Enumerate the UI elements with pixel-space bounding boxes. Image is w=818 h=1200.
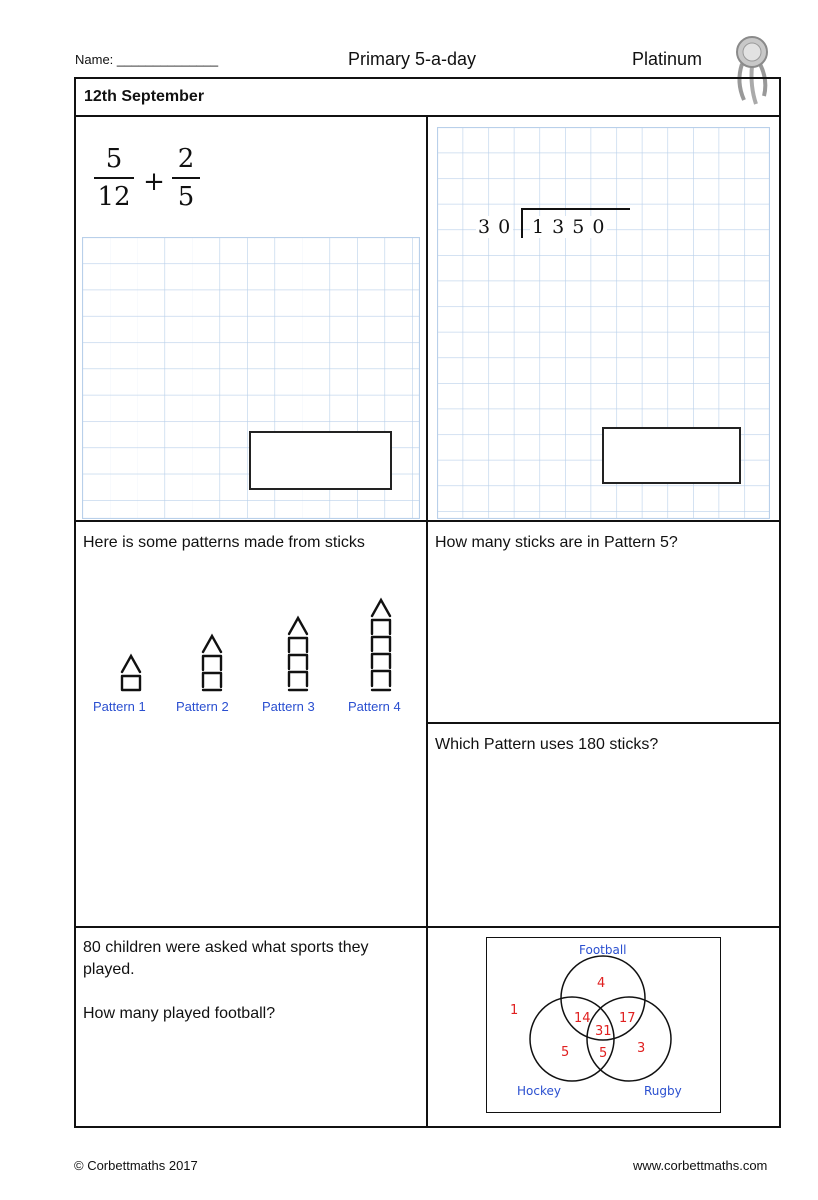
pattern-prompt: Here is some patterns made from sticks (83, 534, 365, 551)
spacer (83, 981, 418, 1003)
copyright-notice: © Corbettmaths 2017 (74, 1158, 198, 1173)
pattern-2-figure (203, 636, 221, 690)
dividend: 1 3 5 0 (532, 216, 606, 238)
venn-value-hockey-only: 5 (561, 1045, 570, 1060)
pattern-label: Pattern 4 (348, 699, 401, 714)
website-link[interactable]: www.corbettmaths.com (633, 1158, 768, 1173)
venn-value-football-hockey: 14 (574, 1011, 591, 1026)
fraction-bar (172, 177, 200, 179)
pattern-label: Pattern 1 (93, 699, 146, 714)
date-heading: 12th September (84, 88, 205, 105)
question-pattern-5: How many sticks are in Pattern 5? (435, 534, 678, 551)
answer-box-q2[interactable] (602, 427, 741, 484)
division-bracket (521, 208, 523, 238)
divider (74, 926, 781, 928)
venn-question-line2: played. (83, 961, 135, 978)
venn-value-all-three: 31 (595, 1024, 612, 1039)
divider (426, 115, 428, 1128)
pattern-label: Pattern 3 (262, 699, 315, 714)
answer-box-q1[interactable] (249, 431, 392, 490)
worksheet-title: Primary 5-a-day (348, 49, 477, 69)
fraction-a-denominator: 12 (97, 182, 131, 212)
set-label-football: Football (579, 943, 627, 957)
name-field-label: Name: ______________ (75, 52, 219, 67)
venn-value-rugby-only: 3 (637, 1041, 646, 1056)
venn-question-line1: 80 children were asked what sports they (83, 939, 369, 956)
venn-value-outside: 1 (510, 1003, 519, 1018)
set-label-rugby: Rugby (644, 1084, 682, 1098)
pattern-1-figure (122, 656, 140, 690)
divider (427, 722, 781, 724)
venn-question-ask: How many played football? (83, 1005, 276, 1022)
fraction-a (94, 144, 134, 212)
division-bar (521, 208, 630, 210)
fraction-bar (94, 177, 134, 179)
divider (74, 520, 781, 522)
venn-diagram (486, 937, 721, 1113)
pattern-label: Pattern 2 (176, 699, 229, 714)
venn-value-football-only: 4 (597, 976, 606, 991)
venn-value-hockey-rugby: 5 (599, 1046, 608, 1061)
fraction-b (172, 144, 200, 212)
pattern-4-figure (372, 600, 390, 690)
difficulty-level: Platinum (632, 49, 703, 69)
fraction-a-numerator: 5 (105, 144, 123, 174)
venn-question (83, 937, 418, 1025)
pattern-3-figure (289, 618, 307, 690)
venn-value-football-rugby: 17 (619, 1011, 636, 1026)
plus-operator: + (143, 167, 165, 197)
set-label-hockey: Hockey (517, 1084, 561, 1098)
divisor: 3 0 (478, 216, 512, 238)
fraction-b-denominator: 5 (177, 182, 195, 212)
question-180-sticks: Which Pattern uses 180 sticks? (435, 736, 659, 753)
fraction-b-numerator: 2 (177, 144, 195, 174)
